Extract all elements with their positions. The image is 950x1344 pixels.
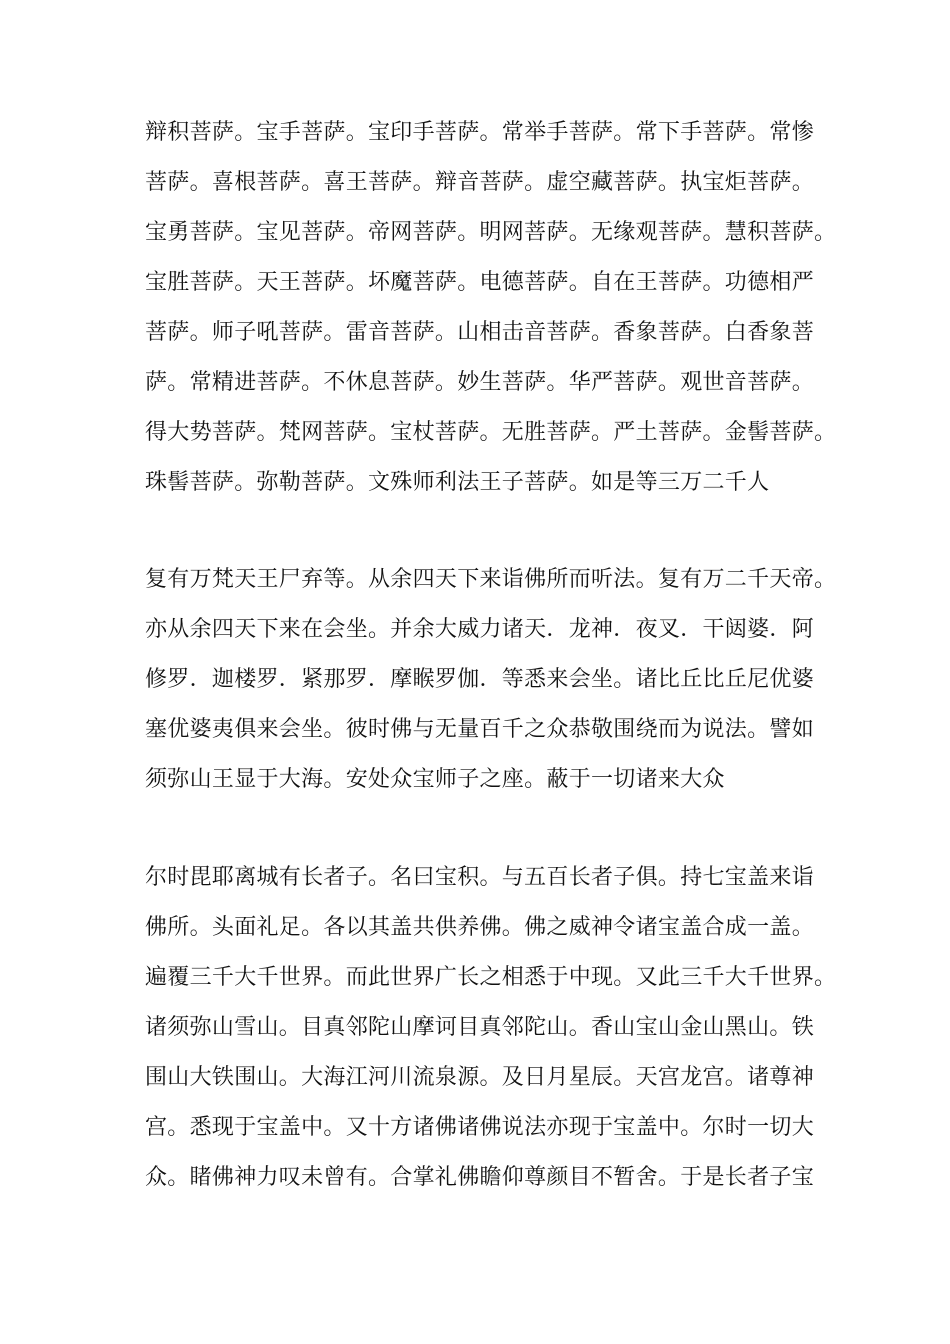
text-line: 得大势菩萨。梵网菩萨。宝杖菩萨。无胜菩萨。严土菩萨。金髻菩萨。 (145, 420, 837, 445)
text-line: 菩萨。喜根菩萨。喜王菩萨。辩音菩萨。虚空藏菩萨。执宝炬菩萨。 (145, 170, 815, 195)
text-line: 诸须弥山雪山。目真邻陀山摩诃目真邻陀山。香山宝山金山黑山。铁 (145, 1015, 815, 1040)
text-line: 珠髻菩萨。弥勒菩萨。文殊师利法王子菩萨。如是等三万二千人 (145, 470, 770, 495)
text-line: 宫。悉现于宝盖中。又十方诸佛诸佛说法亦现于宝盖中。尔时一切大 (145, 1115, 815, 1140)
text-line: 亦从余四天下来在会坐。并余大威力诸天．龙神．夜叉．干闼婆．阿 (145, 617, 815, 642)
text-line: 复有万梵天王尸弃等。从余四天下来诣佛所而听法。复有万二千天帝。 (145, 567, 837, 592)
text-line: 围山大铁围山。大海江河川流泉源。及日月星辰。天宫龙宫。诸尊神 (145, 1065, 815, 1090)
text-line: 辩积菩萨。宝手菩萨。宝印手菩萨。常举手菩萨。常下手菩萨。常惨 (145, 120, 815, 145)
text-line: 修罗．迦楼罗．紧那罗．摩睺罗伽．等悉来会坐。诸比丘比丘尼优婆 (145, 667, 815, 692)
text-line: 须弥山王显于大海。安处众宝师子之座。蔽于一切诸来大众 (145, 767, 725, 792)
text-line: 尔时毘耶离城有长者子。名曰宝积。与五百长者子俱。持七宝盖来诣 (145, 865, 815, 890)
text-line: 遍覆三千大千世界。而此世界广长之相悉于中现。又此三千大千世界。 (145, 965, 837, 990)
text-line: 宝勇菩萨。宝见菩萨。帝网菩萨。明网菩萨。无缘观菩萨。慧积菩萨。 (145, 220, 837, 245)
text-line: 佛所。头面礼足。各以其盖共供养佛。佛之威神令诸宝盖合成一盖。 (145, 915, 815, 940)
text-line: 萨。常精进菩萨。不休息菩萨。妙生菩萨。华严菩萨。观世音菩萨。 (145, 370, 815, 395)
text-line: 菩萨。师子吼菩萨。雷音菩萨。山相击音菩萨。香象菩萨。白香象菩 (145, 320, 815, 345)
text-line: 宝胜菩萨。天王菩萨。坏魔菩萨。电德菩萨。自在王菩萨。功德相严 (145, 270, 815, 295)
text-line: 塞优婆夷俱来会坐。彼时佛与无量百千之众恭敬围绕而为说法。譬如 (145, 717, 815, 742)
text-line: 众。睹佛神力叹未曾有。合掌礼佛瞻仰尊颜目不暂舍。于是长者子宝 (145, 1165, 815, 1190)
